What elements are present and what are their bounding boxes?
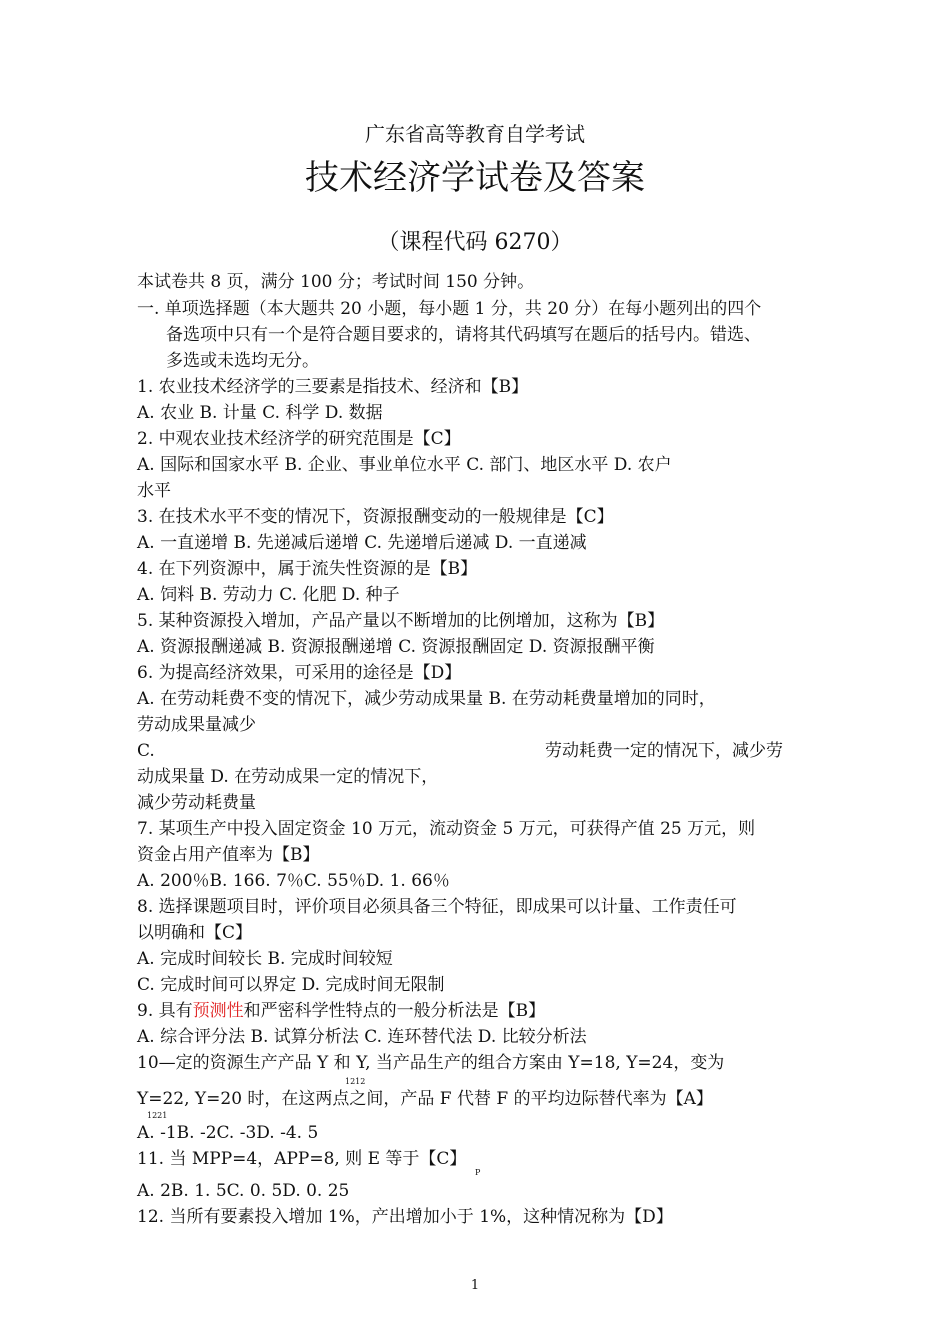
question-8-stem: 8. 选择课题项目时，评价项目必须具备三个特征，即成果可以计量、工作责任可 [137,897,737,917]
exam-subtitle: 广东省高等教育自学考试 [365,122,585,146]
question-2-options-continued: 水平 [137,481,171,501]
question-4-options: A. 饲料 B. 劳动力 C. 化肥 D. 种子 [137,585,400,605]
question-10-subscripts-2: 1221 [147,1111,168,1120]
question-1-options: A. 农业 B. 计量 C. 科学 D. 数据 [137,403,383,423]
question-8-stem-continued: 以明确和【C】 [137,923,253,943]
question-8-options-line1: A. 完成时间较长 B. 完成时间较短 [137,949,393,969]
question-4-stem: 4. 在下列资源中，属于流失性资源的是【B】 [137,559,478,579]
question-6-options-line1: A. 在劳动耗费不变的情况下，减少劳动成果量 B. 在劳动耗费量增加的同时， [137,689,716,709]
section1-instruction-line2: 备选项中只有一个是符合题目要求的，请将其代码填写在题后的括号内。错选、 [166,325,761,345]
question-9-stem [137,1000,545,1022]
section1-instruction-line3: 多选或未选均无分。 [166,351,319,371]
question-7-options: A. 200％B. 166. 7％C. 55％D. 1. 66％ [137,871,450,891]
question-3-options: A. 一直递增 B. 先递减后递增 C. 先递增后递减 D. 一直递减 [137,533,587,553]
course-code: （课程代码 6270） [377,230,573,255]
question-6-stem: 6. 为提高经济效果，可采用的途径是【D】 [137,663,462,683]
question-10-options: A. -1B. -2C. -3D. -4. 5 [137,1123,319,1143]
question-1-stem: 1. 农业技术经济学的三要素是指技术、经济和【B】 [137,377,529,397]
question-9-highlight: 预测性 [192,1001,244,1021]
question-10-stem: 10—定的资源生产产品 Y 和 Y, 当产品生产的组合方案由 Y=18, Y=24，变为 [137,1053,725,1073]
question-5-options: A. 资源报酬递减 B. 资源报酬递增 C. 资源报酬固定 D. 资源报酬平衡 [137,637,655,657]
question-9-stem-end: 和严密科学性特点的一般分析法是【B】 [243,1001,546,1021]
page-number: 1 [470,1278,480,1293]
question-5-stem: 5. 某种资源投入增加，产品产量以不断增加的比例增加，这称为【B】 [137,611,665,631]
question-6-options-line2: 劳动成果量减少 [137,715,256,735]
exam-title: 技术经济学试卷及答案 [305,158,645,198]
question-6-option-c-text: 劳动耗费一定的情况下，减少劳 [545,741,783,761]
question-7-stem-continued: 资金占用产值率为【B】 [137,845,320,865]
question-6-options-line4: 动成果量 D. 在劳动成果一定的情况下， [137,767,439,787]
question-12-stem: 12. 当所有要素投入增加 1%，产出增加小于 1%，这种情况称为【D】 [137,1207,673,1227]
question-8-options-line2: C. 完成时间可以界定 D. 完成时间无限制 [137,975,445,995]
question-6-option-c-label: C. [137,741,155,761]
question-10-stem-continued: Y=22, Y=20 时，在这两点之间，产品 F 代替 F 的平均边际替代率为【A】 [137,1089,713,1109]
question-11-stem: 11. 当 MPP=4，APP=8, 则 E 等于【C】 [137,1149,467,1169]
question-2-options: A. 国际和国家水平 B. 企业、事业单位水平 C. 部门、地区水平 D. 农户 [137,455,672,475]
question-11-options: A. 2B. 1. 5C. 0. 5D. 0. 25 [137,1181,350,1201]
question-9-stem-start: 9. 具有 [137,1001,193,1021]
question-9-options: A. 综合评分法 B. 试算分析法 C. 连环替代法 D. 比较分析法 [137,1027,587,1047]
exam-intro: 本试卷共 8 页，满分 100 分；考试时间 150 分钟。 [137,272,535,292]
question-7-stem: 7. 某项生产中投入固定资金 10 万元，流动资金 5 万元，可获得产值 25 万元，则 [137,819,756,839]
question-10-subscripts-1: 1212 [345,1077,366,1086]
question-2-stem: 2. 中观农业技术经济学的研究范围是【C】 [137,429,461,449]
question-11-subscript: P [475,1168,481,1177]
question-3-stem: 3. 在技术水平不变的情况下，资源报酬变动的一般规律是【C】 [137,507,614,527]
question-6-options-line5: 减少劳动耗费量 [137,793,256,813]
section1-instruction-line1: 一. 单项选择题（本大题共 20 小题，每小题 1 分，共 20 分）在每小题列出的四个 [137,299,762,319]
